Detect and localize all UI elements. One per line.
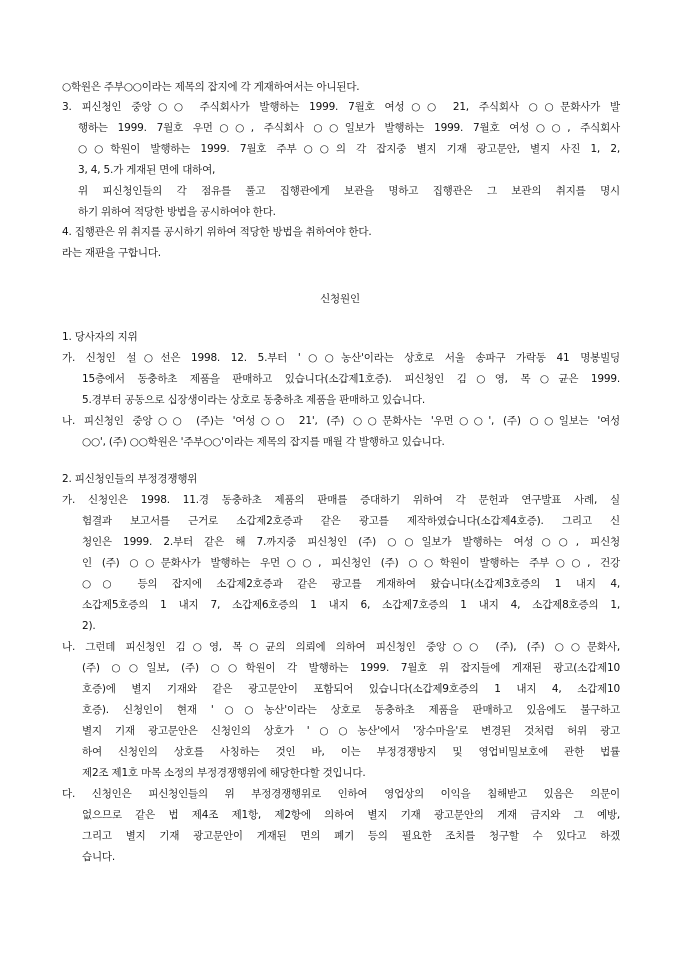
section-title: 신청원인	[320, 293, 360, 305]
paragraph-line: 4. 집행관은 위 취지를 공시하기 위하여 적당한 방법을 취하여야 한다.	[62, 226, 372, 238]
paragraph-line: 3. 피신청인 중앙○○ 주식회사가 발행하는 1999. 7월호 여성○○ 21, 주식회사 ○○문화사가 발	[62, 101, 620, 113]
paragraph-line: ○○', (주) ○○학원은 '주부○○'이라는 제목의 잡지를 매월 각 발행하고 있습니다.	[82, 436, 445, 448]
paragraph-line: ○학원은 주부○○이라는 제목의 잡지에 각 게재하여서는 아니된다.	[62, 81, 360, 93]
paragraph-line: 그리고 별지 기재 광고문안이 게재된 면의 폐기 등의 필요한 조치를 청구할 수 있다고 하겠	[82, 830, 620, 842]
paragraph-line: 나. 피신청인 중앙○○ (주)는 '여성○○ 21', (주) ○○문화사는 '우먼○○', (주) ○○일보는 '여성	[62, 415, 620, 427]
paragraph-line: 2).	[82, 620, 96, 632]
section-heading: 2. 피신청인들의 부정경쟁행위	[62, 473, 198, 485]
paragraph-line: 습니다.	[82, 851, 115, 863]
paragraph-line: 가. 신청인 설○선은 1998. 12. 5.부터 '○○농산'이라는 상호로 서울 송파구 가락동 41 명봉빌딩	[62, 352, 620, 364]
paragraph-line: 별지 기재 광고문안은 신청인의 상호가 '○○농산'에서 '장수마을'로 변경된 것처럼 허위 광고	[82, 725, 620, 737]
paragraph-line: 하여 신청인의 상호를 사칭하는 것인 바, 이는 부정경쟁방지 및 영업비밀보호에 관한 법률	[82, 746, 620, 758]
paragraph-line: 다. 신청인은 피신청인들의 위 부정경쟁행위로 인하여 영업상의 이익을 침해받고 있음은 의문이	[62, 788, 620, 800]
paragraph-line: 가. 신청인은 1998. 11.경 동충하초 제품의 판매를 증대하기 위하여 각 문헌과 연구발표 사례, 실	[62, 494, 620, 506]
paragraph-line: 5.경부터 공동으로 십장생이라는 상호로 동충하초 제품을 판매하고 있습니다.	[82, 394, 425, 406]
paragraph-line: ○○ 등의 잡지에 소갑제2호증과 같은 광고를 게재하여 왔습니다(소갑제3호증의 1 내지 4,	[82, 578, 620, 590]
paragraph-line: 행하는 1999. 7월호 우먼○○, 주식회사 ○○일보가 발행하는 1999. 7월호 여성○○, 주식회사	[78, 122, 620, 134]
paragraph-line: 청인은 1999. 2.부터 같은 해 7.까지중 피신청인 (주) ○○일보가 발행하는 여성○○, 피신청	[82, 536, 620, 548]
paragraph-line: 15층에서 동충하초 제품을 판매하고 있습니다(소갑제1호증). 피신청인 김○영, 목○균은 1999.	[82, 373, 620, 385]
paragraph-line: 3, 4, 5.가 게재된 면에 대하여,	[78, 164, 216, 176]
paragraph-line: 하기 위하여 적당한 방법을 공시하여야 한다.	[78, 206, 276, 218]
section-heading: 1. 당사자의 지위	[62, 331, 138, 343]
paragraph-line: 험결과 보고서를 근거로 소갑제2호증과 같은 광고를 제작하였습니다(소갑제4호증). 그리고 신	[82, 515, 620, 527]
paragraph-line: 호증)에 별지 기재와 같은 광고문안이 포함되어 있습니다(소갑제9호증의 1 내지 4, 소갑제10	[82, 683, 620, 695]
paragraph-line: 나. 그런데 피신청인 김○영, 목○균의 의뢰에 의하여 피신청인 중앙○○ (주), (주) ○○문화사,	[62, 641, 620, 653]
paragraph-line: 제2조 제1호 마목 소정의 부정경쟁행위에 해당한다할 것입니다.	[82, 767, 366, 779]
paragraph-line: 없으므로 같은 법 제4조 제1항, 제2항에 의하여 별지 기재 광고문안의 게재 금지와 그 예방,	[82, 809, 620, 821]
paragraph-line: 호증). 신청인이 현재 '○○농산'이라는 상호로 동충하초 제품을 판매하고 있음에도 불구하고	[82, 704, 620, 716]
paragraph-line: 인 (주) ○○문화사가 발행하는 우먼○○, 피신청인 (주) ○○학원이 발행하는 주부○○, 건강	[82, 557, 620, 569]
paragraph-line: (주) ○○일보, (주) ○○학원이 각 발행하는 1999. 7월호 위 잡지들에 게재된 광고(소갑제10	[82, 662, 620, 674]
paragraph-line: ○○학원이 발행하는 1999. 7월호 주부○○의 각 잡지중 별지 기재 광고문안, 별지 사진 1, 2,	[78, 143, 620, 155]
paragraph-line: 라는 재판을 구합니다.	[62, 247, 161, 259]
paragraph-line: 소갑제5호증의 1 내지 7, 소갑제6호증의 1 내지 6, 소갑제7호증의 1 내지 4, 소갑제8호증의 1,	[82, 599, 620, 611]
paragraph-line: 위 피신청인들의 각 점유를 풀고 집행관에게 보관을 명하고 집행관은 그 보관의 취지를 명시	[78, 185, 620, 197]
